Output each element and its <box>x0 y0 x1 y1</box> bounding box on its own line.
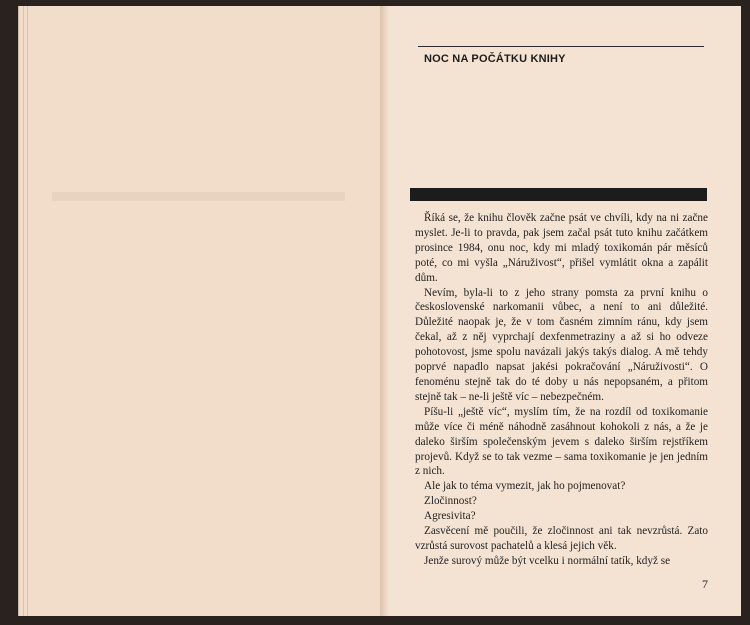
show-through-text <box>52 192 345 201</box>
body-text <box>415 211 708 569</box>
page-edge-line <box>27 6 28 616</box>
chapter-title: NOC NA POČÁTKU KNIHY <box>424 53 566 65</box>
section-bar <box>410 188 707 201</box>
paragraph: Říká se, že knihu člověk začne psát ve chvíli, kdy na ni začne myslet. Je-li to pravda, pak jsem začal psát tuto knihu začátkem prosince 1984, onu noc, kdy mi mladý toxikomán pár měsíců poté, co mi vyšla „Náruživost“, přišel vymlátit okna a zapálit dům. <box>415 212 708 284</box>
page-number: 7 <box>702 577 708 591</box>
book-gutter <box>380 6 390 616</box>
right-page <box>390 6 741 616</box>
header-rule <box>418 46 704 47</box>
paragraph: Agresivita? <box>424 510 476 523</box>
paragraph: Jenže surový může být vcelku i normální tatík, když se <box>424 554 671 567</box>
paragraph: Píšu-li „ještě víc“, myslím tím, že na rozdíl od toxikomanie může více či méně náhodně zasáhnout kohokoli z nás, a že je daleko širším společenským jevem s daleko širším rejstříkem projevů. Když se to tak vezme – sama toxikomanie je jen jedním z nich. <box>415 405 708 478</box>
paragraph: Zločinnost? <box>424 495 477 508</box>
page-edge-line <box>23 6 24 616</box>
left-page <box>18 6 381 616</box>
paragraph: Ale jak to téma vymezit, jak ho pojmenovat? <box>424 480 626 493</box>
paragraph: Zasvěcení mě poučili, že zločinnost ani tak nevzrůstá. Zato vzrůstá surovost pachatelů a klesá jejich věk. <box>415 525 708 552</box>
paragraph: Nevím, byla-li to z jeho strany pomsta za první knihu o československé narkomanii vůbec, a není to ani důležité. Důležité naopak je, že v tom časném zimním ránu, kdy jsem čekal, až z něj vyprchají dexfenmetraziny a až si ho odveze pohotovost, jsme spolu navázali jakýs takýs dialog. A mě tehdy poprvé napadlo napsat jakési pokračování „Náruživosti“. O fenoménu stejně tak do té doby u nás nepopsaném, a přitom stejně tak – ne-li ještě víc – nebezpečném. <box>415 286 708 403</box>
